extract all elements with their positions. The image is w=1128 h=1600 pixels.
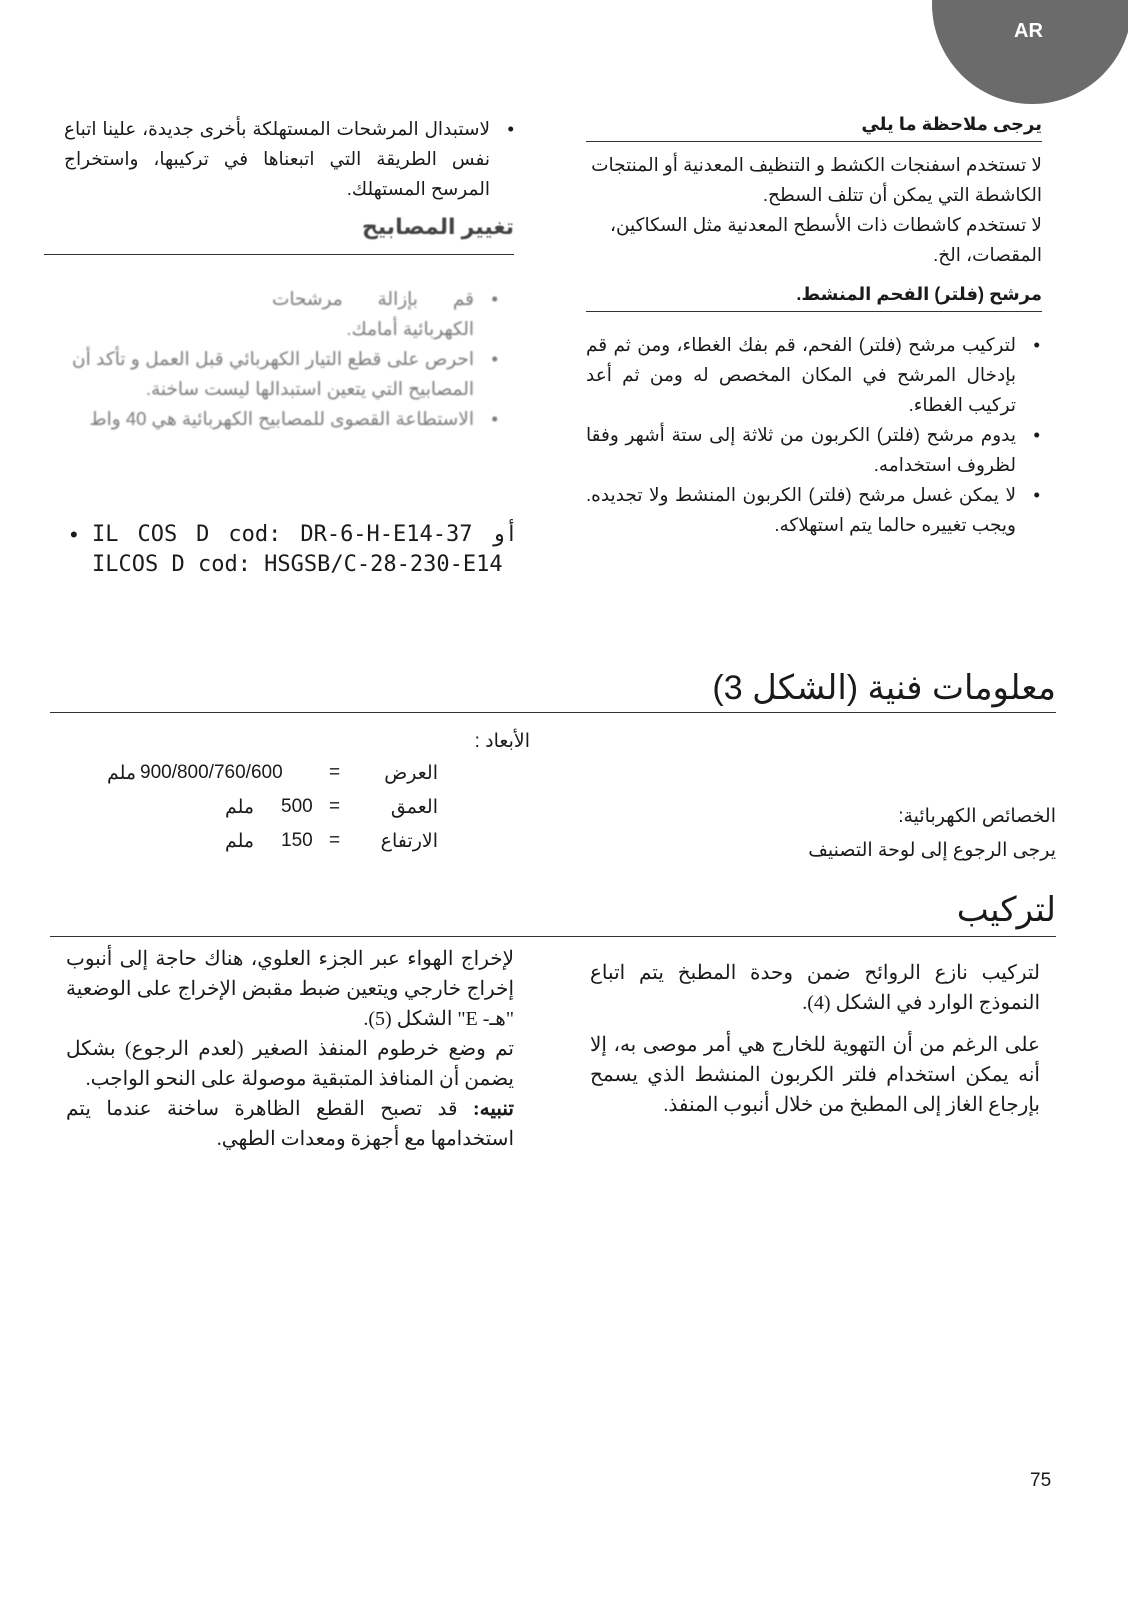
electrical-text: يرجى الرجوع إلى لوحة التصنيف	[808, 840, 1056, 861]
installation-right-column	[590, 958, 1040, 1120]
notes-line-1: لا تستخدم اسفنجات الكشط و التنظيف المعدنية أو المنتجات الكاشطة التي يمكن أن تتلف السطح.	[591, 154, 1042, 205]
lamps-title-rule	[44, 254, 514, 255]
lamps-code-line: IL COS D cod: DR-6-H-E14-37 أو ILCOS D cod: HSGSB/C-28-230-E14	[92, 522, 518, 577]
dimension-depth-eq: =	[329, 796, 341, 817]
lamps-list	[72, 284, 500, 434]
dimension-height-unit: ملم	[225, 831, 255, 852]
dimension-height-label: الارتفاع	[380, 831, 438, 852]
dimension-width-unit: ملم	[107, 763, 137, 784]
lamps-item-3: • الاستطاعة القصوى للمصابيح الكهربائية هي 40 واط	[72, 404, 474, 434]
installation-left-p1: لإخراج الهواء عبر الجزء العلوي، هناك حاجة إلى أنبوب إخراج خارجي ويتعين ضبط مقبض الإخراج على الوضعية "هـ- E" الشكل (5).	[66, 948, 515, 1030]
lamps-title: تغيير المصابيح	[361, 214, 514, 239]
installation-right-p2: على الرغم من أن التهوية للخارج هي أمر موصى به، إلا أنه يمكن استخدام فلتر الكربون المنشط الذي يسمح بإرجاع الغاز إلى المطبخ من خلال أنبوب المنفذ.	[590, 1034, 1040, 1116]
installation-title: لتركيب	[956, 891, 1056, 929]
lamps-item-1: • قم بإزالة مرشحات الكهربائية أمامك.	[72, 284, 474, 344]
replace-filters-item: • لاستبدال المرشحات المستهلكة بأخرى جديدة، علينا اتباع نفس الطريقة التي اتبعناها في تركيبها، واستخراج المرسح المستهلك.	[64, 114, 490, 204]
dimension-depth-value: 500	[281, 796, 313, 817]
dimensions-label: الأبعاد :	[474, 731, 530, 752]
page-number: 75	[1030, 1470, 1052, 1491]
replace-filters-list	[64, 114, 516, 204]
replace-filters-section	[64, 114, 516, 204]
dimension-width-eq: =	[329, 762, 341, 783]
installation-header	[800, 890, 1056, 930]
installation-right-p1: لتركيب نازع الروائح ضمن وحدة المطبخ يتم اتباع النموذج الوارد في الشكل (4).	[590, 962, 1040, 1014]
notes-section	[586, 114, 1042, 270]
dimension-height-value: 150	[281, 830, 313, 851]
lamps-list-wrap	[72, 284, 500, 434]
electrical-label: الخصائص الكهربائية:	[898, 806, 1056, 827]
notes-title: يرجى ملاحظة ما يلي	[586, 114, 1042, 142]
tech-info-rule	[50, 712, 1056, 713]
carbon-filter-list	[586, 330, 1042, 540]
warning-text: قد تصبح القطع الظاهرة ساخنة عندما يتم استخدامها مع أجهزة ومعدات الطهي.	[66, 1098, 514, 1150]
electrical-section	[700, 800, 1056, 868]
installation-left-column	[66, 944, 514, 1154]
dimension-depth-label: العمق	[390, 797, 438, 818]
carbon-filter-item-2: • يدوم مرشح (فلتر) الكربون من ثلاثة إلى ستة أشهر وفقا لظروف استخدامه.	[586, 420, 1016, 480]
tech-info-title: معلومات فنية (الشكل 3)	[712, 669, 1056, 707]
dimension-row-width	[0, 762, 1128, 790]
carbon-filter-section	[586, 284, 1042, 540]
lamps-code-bullet: •	[70, 522, 78, 547]
notes-line-2: لا تستخدم كاشطات ذات الأسطح المعدنية مثل السكاكين، المقصات، الخ.	[610, 214, 1042, 265]
carbon-filter-item-3: • لا يمكن غسل مرشح (فلتر) الكربون المنشط ولا تجديده. ويجب تغييره حالما يتم استهلاكه.	[586, 480, 1016, 540]
language-label: AR	[1014, 20, 1043, 42]
dimension-height-eq: =	[329, 830, 341, 851]
tech-info-header	[600, 668, 1056, 708]
carbon-filter-item-1: • لتركيب مرشح (فلتر) الفحم، قم بفك الغطاء، ومن ثم قم بإدخال المرشح في المكان المخصص له ومن ثم أعد تركيب الغطاء.	[586, 330, 1016, 420]
installation-rule	[50, 936, 1056, 937]
dimension-width-label: العرض	[384, 763, 438, 784]
installation-warning	[66, 1094, 514, 1154]
dimension-depth-unit: ملم	[225, 797, 255, 818]
installation-left-p2: تم وضع خرطوم المنفذ الصغير (لعدم الرجوع) بشكل يضمن أن المنافذ المتبقية موصولة على النحو الواجب.	[66, 1038, 514, 1090]
language-tab	[932, 0, 1128, 104]
carbon-filter-title: مرشح (فلتر) الفحم المنشط.	[586, 284, 1042, 312]
lamps-section	[44, 214, 514, 240]
warning-label: تنبيه:	[472, 1098, 514, 1120]
lamps-item-2: • احرص على قطع التيار الكهربائي قبل العمل و تأكد أن المصابيح التي يتعين استبدالها ليست ساخنة.	[72, 344, 474, 404]
dimension-width-value: 900/800/760/600	[140, 762, 283, 783]
